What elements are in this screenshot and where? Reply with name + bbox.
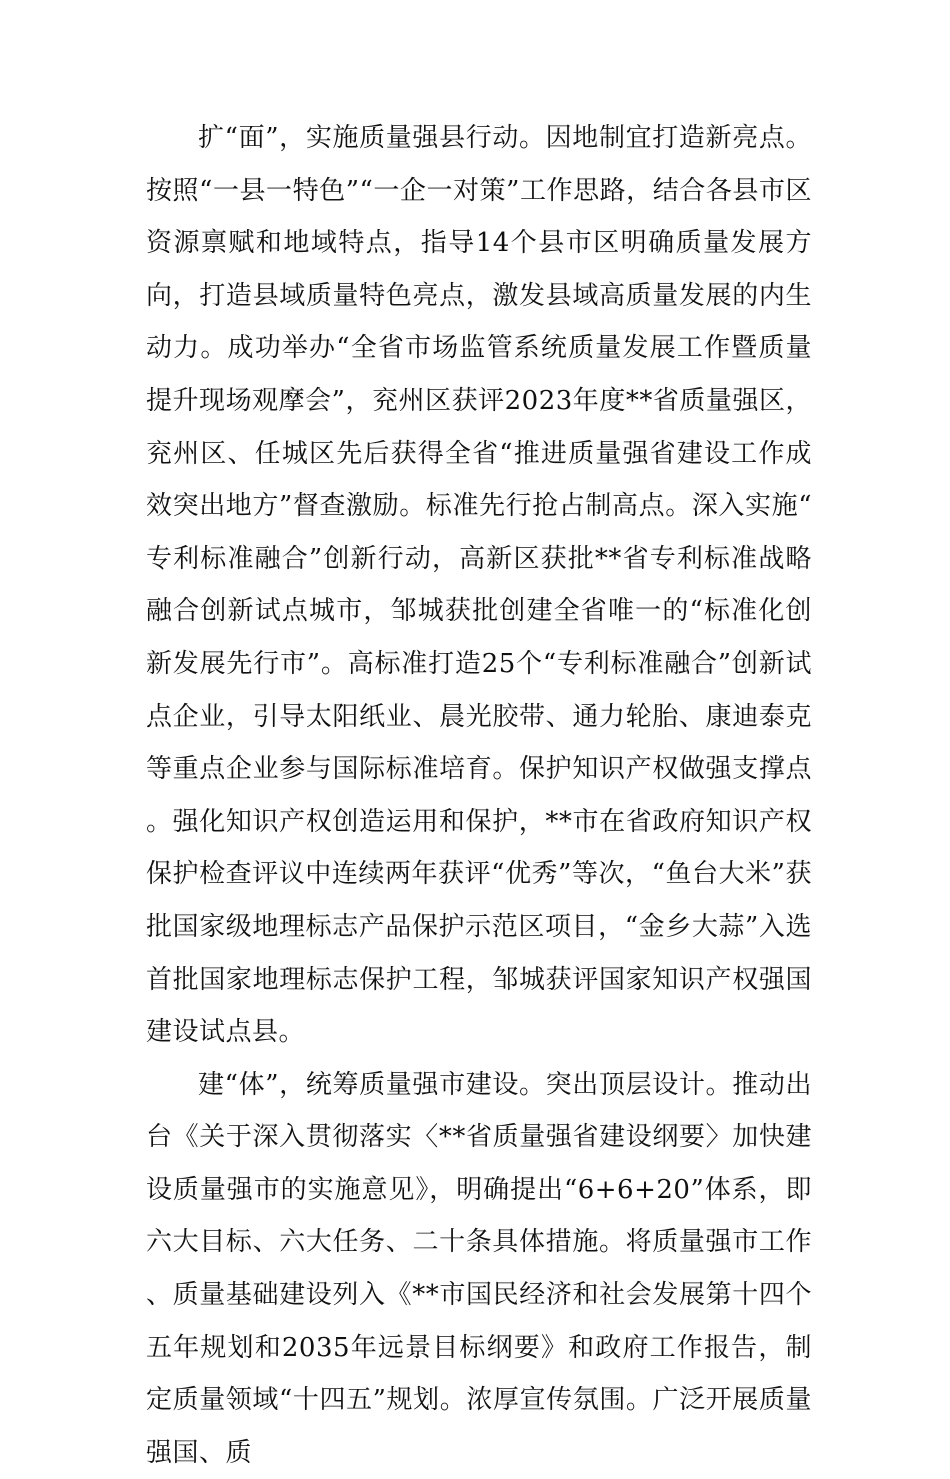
- document-body: [146, 112, 812, 1479]
- paragraph-quality-city: 建“体”，统筹质量强市建设。突出顶层设计。推动出台《关于深入贯彻落实〈**省质量强省建设纲要〉加快建设质量强市的实施意见》，明确提出“6+6+20”体系，即六大目标、六大任务、二十条具体措施。将质量强市工作、质量基础建设列入《**市国民经济和社会发展第十四个五年规划和2035年远景目标纲要》和政府工作报告，制定质量领域“十四五”规划。浓厚宣传氛围。广泛开展质量强国、质: [146, 1069, 812, 1468]
- paragraph-quality-county: 扩“面”，实施质量强县行动。因地制宜打造新亮点。按照“一县一特色”“一企一对策”工作思路，结合各县市区资源禀赋和地域特点，指导14个县市区明确质量发展方向，打造县域质量特色亮点，激发县域高质量发展的内生动力。成功举办“全省市场监管系统质量发展工作暨质量提升现场观摩会”，兖州区获评2023年度**省质量强区，兖州区、任城区先后获得全省“推进质量强省建设工作成效突出地方”督查激励。标准先行抢占制高点。深入实施“专利标准融合”创新行动，高新区获批**省专利标准战略融合创新试点城市，邹城获批创建全省唯一的“标准化创新发展先行市”。高标准打造25个“专利标准融合”创新试点企业，引导太阳纸业、晨光胶带、通力轮胎、康迪泰克等重点企业参与国际标准培育。保护知识产权做强支撑点。强化知识产权创造运用和保护，**市在省政府知识产权保护检查评议中连续两年获评“优秀”等次，“鱼台大米”获批国家级地理标志产品保护示范区项目，“金乡大蒜”入选首批国家地理标志保护工程，邹城获评国家知识产权强国建设试点县。: [146, 123, 812, 1048]
